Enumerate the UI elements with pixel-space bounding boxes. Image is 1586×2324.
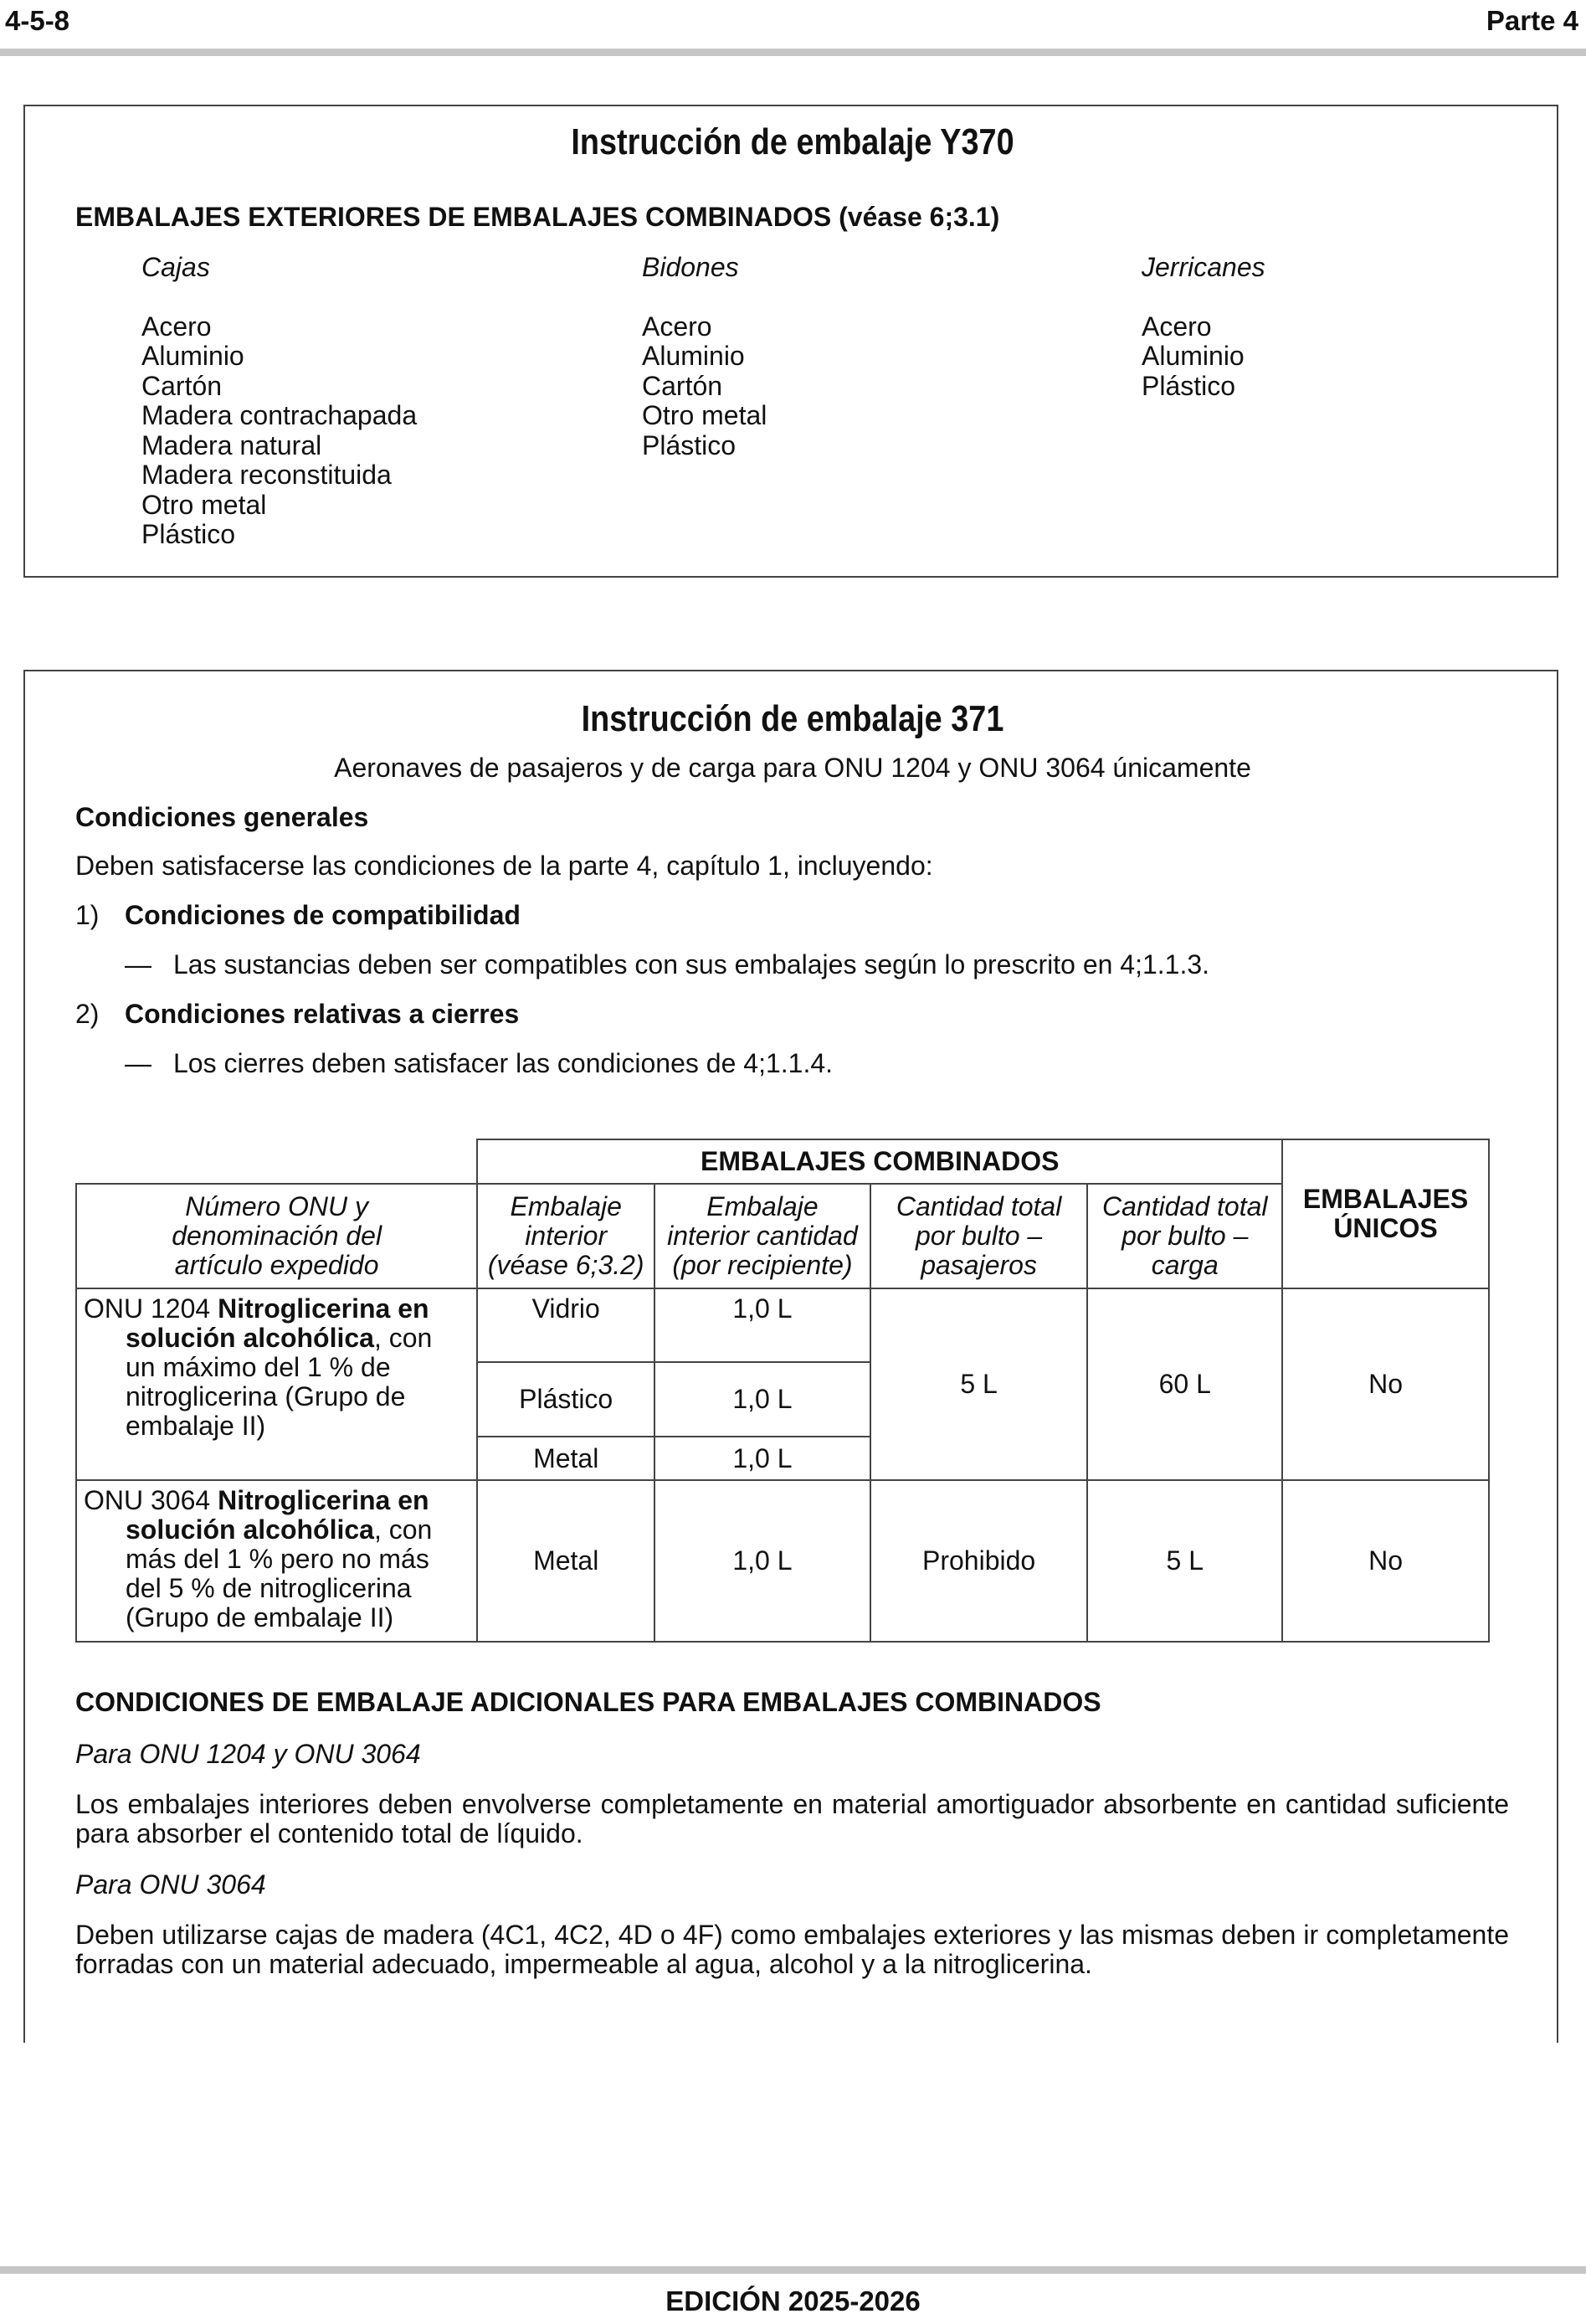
page-number: 4-5-8 — [5, 5, 70, 36]
inner-material: Metal — [477, 1480, 654, 1642]
y370-title: Instrucción de embalaje Y370 — [571, 121, 1014, 162]
header-line: Cantidad total — [896, 1191, 1062, 1221]
list-item: Madera natural — [141, 429, 322, 460]
list-item: Plástico — [1142, 370, 1236, 401]
additional-conditions-heading: CONDICIONES DE EMBALAJE ADICIONALES PARA EMBALAJES COMBINADOS — [75, 1687, 1101, 1717]
list-item: Madera contrachapada — [141, 400, 418, 430]
header-line: denominación del — [172, 1221, 382, 1251]
header-line: Número ONU y — [185, 1191, 368, 1221]
list-item: Otro metal — [642, 400, 767, 430]
column-heading: Cajas — [141, 252, 210, 282]
un-description-cell — [76, 1288, 477, 1480]
un-number-header — [76, 1184, 477, 1288]
list-item: Madera reconstituida — [141, 460, 392, 490]
para2-label: Para ONU 3064 — [75, 1869, 266, 1900]
description-text: , con — [373, 1514, 433, 1545]
item-title: Condiciones relativas a cierres — [125, 999, 520, 1029]
pi371-title: Instrucción de embalaje 371 — [581, 698, 1004, 739]
list-item: Acero — [1142, 311, 1212, 342]
un-description-cell — [76, 1480, 477, 1642]
part-label: Parte 4 — [1486, 5, 1578, 36]
substance-name: solución alcohólica — [126, 1514, 374, 1545]
description-text: (Grupo de embalaje II) — [126, 1602, 394, 1632]
header-line: (por recipiente) — [672, 1250, 853, 1280]
column-bidones — [642, 253, 767, 460]
description-text: , con — [373, 1323, 433, 1353]
general-conditions-intro: Deben satisfacerse las condiciones de la parte 4, capítulo 1, incluyendo: — [75, 851, 933, 881]
table-row — [76, 1480, 1489, 1642]
description-text: más del 1 % pero no más — [126, 1544, 429, 1574]
description-text: embalaje II) — [126, 1411, 266, 1441]
list-item: Plástico — [642, 429, 737, 460]
inner-material: Metal — [477, 1437, 654, 1480]
item-dash: — — [125, 949, 151, 979]
un-number: ONU 3064 — [84, 1485, 211, 1515]
item-text: Las sustancias deben ser compatibles con sus embalajes según lo prescrito en 4;1.1.3. — [173, 949, 1210, 979]
substance-name: solución alcohólica — [126, 1323, 374, 1353]
item-number: 1) — [75, 900, 100, 930]
header-line: por bulto – — [1121, 1221, 1249, 1251]
header-line: carga — [1151, 1250, 1219, 1280]
item-number: 2) — [75, 999, 100, 1029]
description-text: un máximo del 1 % de — [126, 1352, 391, 1382]
para1-label: Para ONU 1204 y ONU 3064 — [75, 1739, 421, 1769]
inner-packaging-header — [477, 1184, 654, 1288]
header-line: artículo expedido — [174, 1250, 379, 1280]
description-text: nitroglicerina (Grupo de — [126, 1381, 406, 1411]
header-line: Embalaje — [706, 1191, 819, 1221]
column-cajas — [141, 253, 417, 550]
header-line: (véase 6;3.2) — [487, 1250, 644, 1280]
list-item: Aluminio — [1142, 341, 1245, 371]
item-text: Los cierres deben satisfacer las condiciones de 4;1.1.4. — [173, 1048, 834, 1078]
substance-name: Nitroglicerina en — [218, 1485, 429, 1515]
header-rule — [0, 49, 1586, 56]
inner-quantity: 1,0 L — [654, 1480, 870, 1642]
description-text: del 5 % de nitroglicerina — [126, 1573, 412, 1603]
packing-table — [75, 1139, 1490, 1643]
blank-header-cell — [76, 1139, 477, 1184]
footer-rule — [0, 2266, 1586, 2274]
substance-name: Nitroglicerina en — [218, 1293, 429, 1324]
inner-quantity: 1,0 L — [654, 1437, 870, 1480]
column-heading: Jerricanes — [1142, 252, 1265, 282]
passenger-quantity-header — [870, 1184, 1088, 1288]
inner-quantity: 1,0 L — [654, 1288, 870, 1362]
header-line: Cantidad total — [1102, 1191, 1268, 1221]
cargo-quantity: 5 L — [1087, 1480, 1282, 1642]
single-packaging: No — [1282, 1288, 1489, 1480]
header-line: interior cantidad — [667, 1221, 858, 1251]
header-line: EMBALAJES — [1302, 1184, 1469, 1214]
inner-material: Vidrio — [477, 1288, 654, 1362]
packing-instruction-y370 — [23, 105, 1558, 578]
single-packaging: No — [1282, 1480, 1489, 1642]
list-item: Aluminio — [141, 341, 244, 371]
list-item: Acero — [141, 311, 212, 342]
pi371-subtitle: Aeronaves de pasajeros y de carga para ONU 1204 y ONU 3064 únicamente — [334, 753, 1251, 783]
para1-text: Los embalajes interiores deben envolverse completamente en material amortiguador absorbente en cantidad suficiente para absorber el contenido total de líquido. — [75, 1789, 1509, 1848]
table-row — [76, 1288, 1489, 1362]
column-heading: Bidones — [642, 252, 739, 282]
edition-footer: EDICIÓN 2025-2026 — [665, 2285, 921, 2316]
item-title: Condiciones de compatibilidad — [125, 900, 521, 930]
header-line: Embalaje — [510, 1191, 622, 1221]
passenger-quantity: Prohibido — [870, 1480, 1088, 1642]
list-item: Aluminio — [642, 341, 745, 371]
para2-text: Deben utilizarse cajas de madera (4C1, 4C2, 4D o 4F) como embalajes exteriores y las mismas deben ir completamente forradas con un material adecuado, impermeable al agua, alcohol y a la nitroglicerina. — [75, 1920, 1509, 1979]
cargo-quantity-header — [1087, 1184, 1282, 1288]
list-item: Cartón — [642, 370, 723, 401]
un-number: ONU 1204 — [84, 1293, 211, 1324]
list-item: Acero — [642, 311, 712, 342]
inner-quantity: 1,0 L — [654, 1362, 870, 1437]
header-line: ÚNICOS — [1333, 1213, 1438, 1243]
list-item: Plástico — [141, 519, 236, 549]
inner-quantity-header — [654, 1184, 870, 1288]
header-line: interior — [525, 1221, 608, 1251]
header-line: pasajeros — [921, 1250, 1037, 1280]
single-packaging-header — [1282, 1139, 1489, 1288]
y370-subtitle: EMBALAJES EXTERIORES DE EMBALAJES COMBINADOS (véase 6;3.1) — [75, 202, 1000, 232]
list-item: Cartón — [141, 370, 223, 401]
list-item: Otro metal — [141, 489, 267, 520]
passenger-quantity: 5 L — [870, 1288, 1088, 1480]
column-jerricanes — [1142, 253, 1265, 401]
header-line: por bulto – — [915, 1221, 1043, 1251]
cargo-quantity: 60 L — [1087, 1288, 1282, 1480]
item-dash: — — [125, 1048, 151, 1078]
general-conditions-heading: Condiciones generales — [75, 802, 369, 832]
packing-instruction-371 — [23, 670, 1558, 2043]
inner-material: Plástico — [477, 1362, 654, 1437]
combined-packaging-header: EMBALAJES COMBINADOS — [477, 1139, 1282, 1184]
